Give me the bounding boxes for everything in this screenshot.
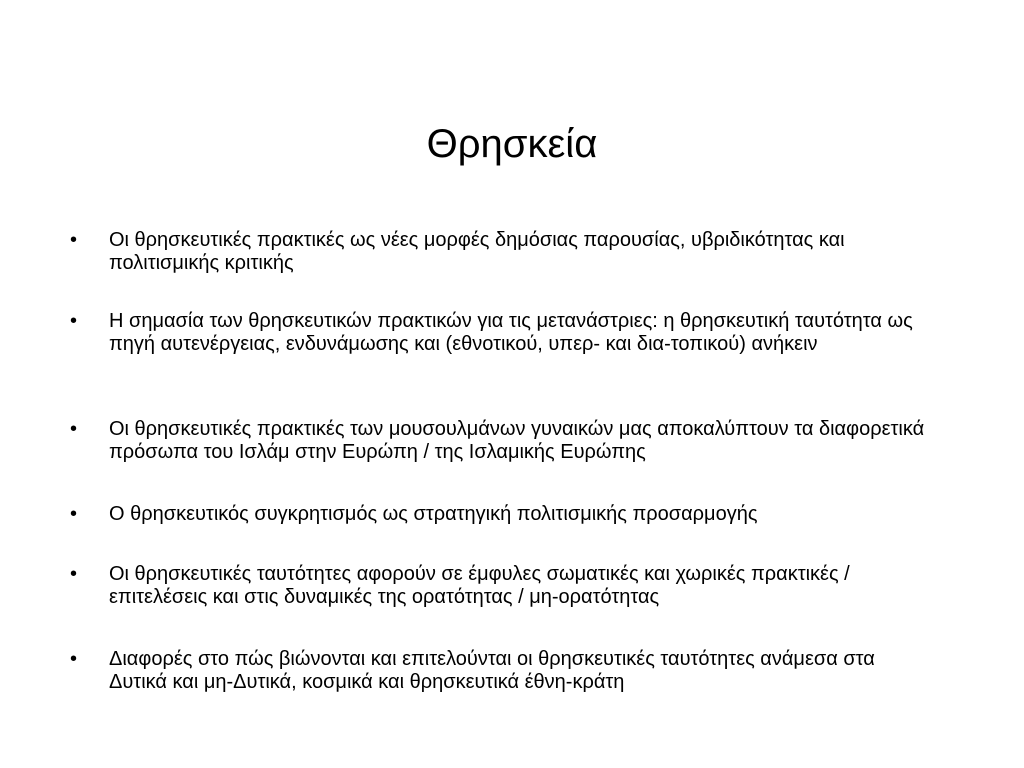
bullet-icon: • bbox=[70, 418, 78, 440]
bullet-icon: • bbox=[70, 229, 78, 251]
bullet-item bbox=[70, 503, 930, 526]
bullet-item bbox=[70, 418, 930, 464]
bullet-icon: • bbox=[70, 503, 78, 525]
bullet-item bbox=[70, 310, 930, 356]
bullet-item bbox=[70, 229, 930, 275]
bullet-text: Διαφορές στο πώς βιώνονται και επιτελούνται οι θρησκευτικές ταυτότητες ανάμεσα στα Δυτικά και μη-Δυτικά, κοσμικά και θρησκευτικά έθνη-κράτη bbox=[109, 648, 875, 693]
bullet-icon: • bbox=[70, 563, 78, 585]
bullet-icon: • bbox=[70, 648, 78, 670]
bullet-item bbox=[70, 563, 930, 609]
bullet-text: Οι θρησκευτικές πρακτικές ως νέες μορφές δημόσιας παρουσίας, υβριδικότητας και πολιτισμικής κριτικής bbox=[109, 229, 845, 274]
bullet-text: Οι θρησκευτικές ταυτότητες αφορούν σε έμφυλες σωματικές και χωρικές πρακτικές / επιτελέσεις και στις δυναμικές της ορατότητας / μη-ορατότητας bbox=[109, 563, 850, 608]
bullet-text: Οι θρησκευτικές πρακτικές των μουσουλμάνων γυναικών μας αποκαλύπτουν τα διαφορετικά πρόσωπα του Ισλάμ στην Ευρώπη / της Ισλαμικής Ευρώπης bbox=[109, 418, 925, 463]
slide-title: Θρησκεία bbox=[426, 122, 598, 166]
bullet-text: Ο θρησκευτικός συγκρητισμός ως στρατηγική πολιτισμικής προσαρμογής bbox=[109, 503, 758, 525]
bullet-text: Η σημασία των θρησκευτικών πρακτικών για τις μετανάστριες: η θρησκευτική ταυτότητα ως πηγή αυτενέργειας, ενδυνάμωσης και (εθνοτικού, υπερ- και δια-τοπικού) ανήκειν bbox=[109, 310, 913, 355]
bullet-item bbox=[70, 648, 930, 694]
bullet-icon: • bbox=[70, 310, 78, 332]
